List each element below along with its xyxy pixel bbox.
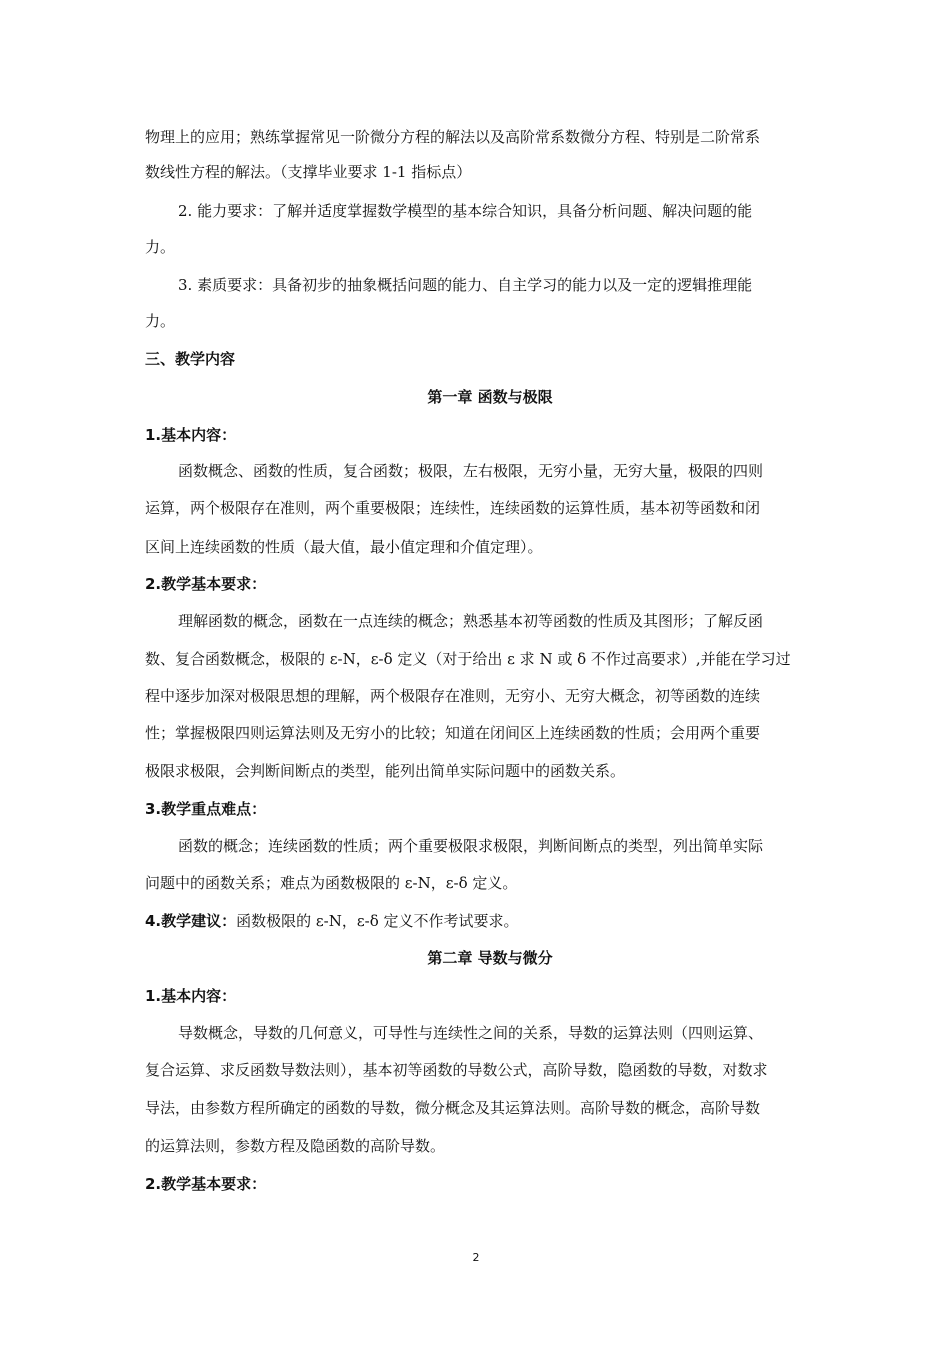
- paragraph-line: 极限求极限，会判断间断点的类型，能列出简单实际问题中的函数关系。: [145, 762, 626, 780]
- subsection-heading: 1.基本内容：: [145, 426, 237, 444]
- paragraph-line: 函数概念、函数的性质，复合函数；极限，左右极限，无穷小量，无穷大量，极限的四则: [178, 462, 764, 480]
- chapter-heading: 第一章 函数与极限: [427, 388, 553, 406]
- paragraph-line: 理解函数的概念，函数在一点连续的概念；熟悉基本初等函数的性质及其图形；了解反函: [178, 612, 764, 630]
- paragraph-line: 力。: [145, 312, 176, 330]
- suggestion-line: [145, 911, 519, 931]
- section-heading: 三、教学内容: [145, 350, 236, 368]
- paragraph-line: 运算，两个极限存在准则，两个重要极限；连续性，连续函数的运算性质，基本初等函数和闭: [145, 499, 761, 517]
- paragraph-line: 导法，由参数方程所确定的函数的导数，微分概念及其运算法则。高阶导数的概念，高阶导数: [145, 1099, 761, 1117]
- paragraph-line: 2. 能力要求：了解并适度掌握数学模型的基本综合知识，具备分析问题、解决问题的能: [178, 202, 753, 220]
- paragraph-line: 数线性方程的解法。（支撑毕业要求 1-1 指标点）: [145, 163, 472, 181]
- subsection-heading: 2.教学基本要求：: [145, 1175, 267, 1193]
- paragraph-line: 力。: [145, 238, 176, 256]
- paragraph-line: 程中逐步加深对极限思想的理解，两个极限存在准则，无穷小、无穷大概念，初等函数的连续: [145, 687, 761, 705]
- paragraph-line: 性；掌握极限四则运算法则及无穷小的比较；知道在闭间区上连续函数的性质；会用两个重要: [145, 724, 761, 742]
- paragraph-line: 的运算法则，参数方程及隐函数的高阶导数。: [145, 1137, 446, 1155]
- paragraph-line: 物理上的应用；熟练掌握常见一阶微分方程的解法以及高阶常系数微分方程、特别是二阶常系: [145, 128, 761, 146]
- paragraph-line: 函数的概念；连续函数的性质；两个重要极限求极限，判断间断点的类型，列出简单实际: [178, 837, 764, 855]
- paragraph-line: 3. 素质要求：具备初步的抽象概括问题的能力、自主学习的能力以及一定的逻辑推理能: [178, 276, 753, 294]
- subsection-heading: 1.基本内容：: [145, 987, 237, 1005]
- page-number: 2: [472, 1251, 480, 1264]
- paragraph-line: 问题中的函数关系；难点为函数极限的 ε-N，ε-δ 定义。: [145, 874, 518, 892]
- paragraph-line: 数、复合函数概念，极限的 ε-N，ε-δ 定义（对于给出 ε 求 N 或 δ 不作过高要求）,并能在学习过: [145, 650, 791, 668]
- chapter-heading: 第二章 导数与微分: [427, 949, 553, 967]
- paragraph-text: 函数极限的 ε-N，ε-δ 定义不作考试要求。: [236, 912, 519, 930]
- subsection-heading: 2.教学基本要求：: [145, 575, 267, 593]
- subsection-heading: 3.教学重点难点：: [145, 800, 267, 818]
- paragraph-line: 导数概念，导数的几何意义，可导性与连续性之间的关系，导数的运算法则（四则运算、: [178, 1024, 764, 1042]
- subsection-heading: 4.教学建议：: [145, 912, 237, 930]
- paragraph-line: 区间上连续函数的性质（最大值，最小值定理和介值定理）。: [145, 538, 543, 556]
- paragraph-line: 复合运算、求反函数导数法则），基本初等函数的导数公式，高阶导数，隐函数的导数，对数求: [145, 1061, 768, 1079]
